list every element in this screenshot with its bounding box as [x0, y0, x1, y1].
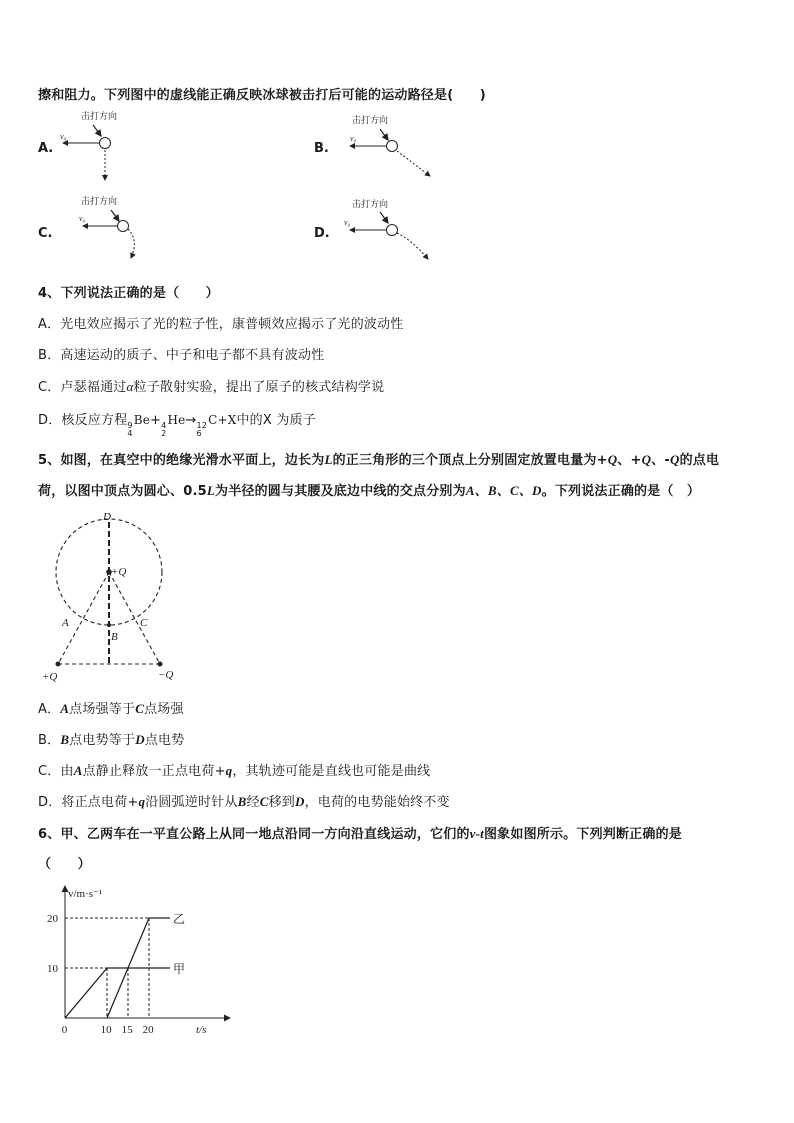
text: ，电荷的电势能始终不变: [304, 795, 450, 810]
var-q: Q: [641, 452, 652, 467]
label-top-q: +Q: [111, 566, 127, 578]
path-dashed: [397, 233, 428, 259]
q3-stem-tail: 擦和阻力。下列图中的虚线能正确反映冰球被击打后可能的运动路径是( ): [38, 88, 486, 103]
var: q: [225, 763, 233, 778]
q3-option-a-figure: [55, 108, 125, 183]
q6-stem-line2: （ ）: [38, 857, 91, 872]
text: ，其轨迹可能是直线也可能是曲线: [232, 764, 431, 779]
text: 点电势: [144, 733, 185, 748]
text: 图象如图所示。下列判断正确的是: [483, 827, 682, 842]
label-left-q: +Q: [42, 671, 58, 683]
puck-icon: [387, 141, 398, 152]
q5-option-b: [38, 729, 184, 748]
he-nucleon-numbers: [161, 422, 166, 438]
var-l: L: [324, 452, 333, 467]
charge-left: [56, 662, 61, 667]
q5-option-d: [38, 791, 450, 810]
plus-x: +X: [217, 413, 237, 427]
text: 沿圆弧逆时针从: [145, 795, 238, 810]
label-right-q: −Q: [158, 669, 174, 681]
x-tick-label-0: 0: [61, 1024, 68, 1036]
q3-option-b-label: B.: [314, 141, 329, 156]
var: C: [135, 701, 145, 716]
label-d: D: [103, 511, 111, 523]
triangle-right-side: [109, 572, 160, 664]
var: q: [138, 794, 146, 809]
y-tick-label-10: 10: [47, 963, 58, 975]
text: 5、如图，在真空中的绝缘光滑水平面上，边长为: [38, 453, 325, 468]
path-dashed: [397, 151, 430, 176]
reaction-arrow: →: [185, 413, 197, 428]
series-label-yi: 乙: [173, 912, 186, 926]
text: D．将正点电荷+: [38, 795, 139, 810]
x-tick-label-20: 20: [142, 1024, 154, 1036]
text: 点电势等于: [69, 733, 136, 748]
var: C: [259, 794, 269, 809]
x-tick-label-10: 10: [100, 1024, 112, 1036]
puck-icon: [100, 138, 111, 149]
text: 点场强: [144, 702, 184, 717]
point-b-dot: [107, 623, 111, 627]
he-mass-number: 4: [161, 421, 167, 430]
text: 。下列说法正确的是（ ）: [541, 484, 701, 499]
var: D: [135, 732, 145, 747]
q4-option-c: [38, 376, 384, 395]
q3-option-b-figure: [340, 110, 440, 182]
alpha-symbol: α: [126, 379, 134, 394]
text: 经: [246, 795, 260, 810]
q6-stem-line1: [38, 823, 682, 842]
velocity-label: v₀: [79, 214, 86, 223]
hit-direction-label: 击打方向: [352, 199, 389, 209]
q4-stem: 4、下列说法正确的是（ ）: [38, 286, 219, 301]
var: D: [294, 794, 305, 809]
q3-option-a-label: A.: [38, 141, 54, 156]
y-axis-label: v/m·s⁻¹: [68, 888, 103, 900]
plus-sign: +: [150, 413, 162, 428]
hit-arrow-icon: [111, 210, 119, 221]
q4-option-a: A．光电效应揭示了光的粒子性，康普顿效应揭示了光的波动性: [38, 317, 404, 332]
q4-option-c-post: 粒子散射实验，提出了原子的核式结构学说: [133, 380, 385, 395]
hit-direction-label: 击打方向: [81, 196, 118, 206]
q5-figure: [40, 510, 190, 685]
point-names: A、B、C、D: [465, 483, 542, 498]
he-atomic-number: 2: [161, 429, 167, 438]
q4-option-b: B．高速运动的质子、中子和电子都不具有波动性: [38, 348, 325, 363]
q4-option-d-pre: D．核反应方程: [38, 413, 128, 428]
var: B: [60, 732, 70, 747]
label-b: B: [111, 631, 118, 643]
text: B．: [38, 733, 61, 748]
var: A: [73, 763, 83, 778]
vt-chart: [38, 880, 238, 1038]
text: 为半径的圆与其腰及底边中线的交点分别为: [215, 484, 466, 499]
text: 、-: [651, 453, 670, 468]
text: 荷，以图中顶点为圆心、0.5: [38, 484, 207, 499]
velocity-label: v₀: [350, 134, 357, 143]
be-mass-number: 9: [127, 421, 133, 430]
hit-arrow-icon: [93, 125, 101, 136]
var-q: Q: [669, 452, 680, 467]
velocity-label: v₀: [344, 218, 351, 227]
be-atomic-number: 4: [127, 429, 133, 438]
var: B: [237, 794, 247, 809]
text: 移到: [268, 795, 295, 810]
hit-direction-label: 击打方向: [352, 115, 389, 125]
c-atomic-number: 6: [196, 429, 202, 438]
var: A: [60, 701, 70, 716]
c-symbol: C: [208, 413, 218, 427]
puck-icon: [387, 225, 398, 236]
var-vt: v-t: [469, 826, 484, 841]
hit-direction-label: 击打方向: [81, 111, 118, 121]
he-symbol: He: [167, 413, 186, 427]
hit-arrow-icon: [380, 212, 388, 223]
text: A．: [38, 702, 61, 717]
text: 的正三角形的三个顶点上分别固定放置电量为+: [332, 453, 608, 468]
q5-option-c: [38, 760, 430, 779]
hit-arrow-icon: [380, 129, 388, 140]
q4-option-d-post: 中的X 为质子: [236, 413, 316, 428]
be-symbol: Be: [133, 413, 151, 427]
label-a: A: [62, 617, 69, 629]
label-c: C: [140, 617, 148, 629]
q3-option-d-figure: [340, 195, 440, 265]
charge-right: [158, 662, 163, 667]
text: 点场强等于: [69, 702, 136, 717]
text: 的点电: [679, 453, 720, 468]
q4-option-c-pre: C．卢瑟福通过: [38, 380, 127, 395]
text: 、+: [617, 453, 642, 468]
text: 6、甲、乙两车在一平直公路上从同一地点沿同一方向沿直线运动，它们的: [38, 827, 470, 842]
text: C．由: [38, 764, 74, 779]
c-nucleon-numbers: [197, 422, 208, 438]
q3-option-c-figure: [75, 192, 155, 264]
q3-option-d-label: D.: [314, 226, 330, 241]
velocity-label: v₀: [60, 132, 67, 141]
series-label-jia: 甲: [173, 962, 186, 976]
y-tick-label-20: 20: [47, 913, 58, 925]
q5-option-a: [38, 698, 184, 717]
text: 点静止释放一正点电荷+: [82, 764, 226, 779]
path-dashed: [128, 229, 134, 258]
x-tick-label-15: 15: [121, 1024, 133, 1036]
var-l: L: [206, 483, 215, 498]
q4-option-d: [38, 409, 316, 438]
var-q: Q: [607, 452, 618, 467]
x-axis-label: t/s: [196, 1024, 207, 1036]
c-mass-number: 12: [196, 421, 208, 430]
puck-icon: [118, 221, 129, 232]
be-nucleon-numbers: [127, 422, 132, 438]
q5-stem-line2: [38, 480, 700, 499]
q3-option-c-label: C.: [38, 226, 53, 241]
q5-stem-line1: [38, 449, 719, 468]
